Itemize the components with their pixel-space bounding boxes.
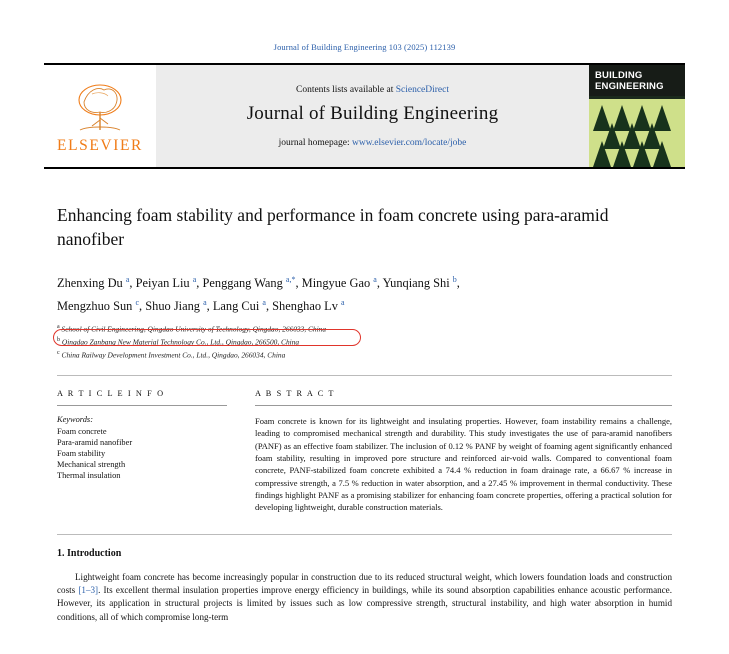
journal-title: Journal of Building Engineering [246, 102, 499, 124]
homepage-line [279, 138, 467, 148]
intro-text-part2: . Its excellent thermal insulation properties improve energy efficiency in buildings, while its sound absorption capabilities enhance acoustic performance. However, its application in structural projects is limited by issues such as low compressive strength, structural instability, and high water absorption in humid conditions, all of which compromise long-term [57, 584, 672, 622]
elsevier-tree-icon [70, 80, 130, 136]
abstract-underline [255, 405, 672, 406]
affiliation-b-text: Qingdao Zanbang New Material Technology Co., Ltd., Qingdao, 266500, China [61, 337, 300, 347]
journal-masthead [44, 63, 685, 169]
affiliation-a-text: School of Civil Engineering, Qingdao University of Technology, Qingdao, 266033, China [61, 324, 327, 334]
journal-reference: Journal of Building Engineering 103 (2025) 112139 [273, 42, 456, 52]
title-block [57, 203, 672, 251]
introduction-heading: 1. Introduction [57, 547, 122, 559]
homepage-prefix: journal homepage: [278, 137, 352, 148]
cover-artwork [589, 99, 685, 167]
affiliation-c-text: China Railway Development Investment Co., Ltd., Qingdao, 266034, China [61, 350, 286, 360]
abstract-heading: A B S T R A C T [255, 389, 336, 399]
keyword-item: Para-aramid nanofiber [57, 438, 133, 448]
journal-cover-thumbnail [589, 65, 685, 167]
masthead-center [156, 65, 589, 167]
contents-prefix: Contents lists available at [295, 84, 396, 95]
sciencedirect-link[interactable]: ScienceDirect [395, 84, 449, 95]
page-title: Enhancing foam stability and performance in foam concrete using para-aramid nanofiber [57, 205, 609, 249]
cover-title [589, 65, 685, 96]
publisher-logo [44, 65, 156, 167]
affiliation-b: $^b$ Qingdao Zanbang New Material Technology Co., Ltd., Qingdao, 266500, China [57, 337, 300, 347]
affiliation-a: $^a$ School of Civil Engineering, Qingdao University of Technology, Qingdao, 266033, China [57, 324, 327, 334]
abstract-column [255, 389, 672, 513]
keyword-item: Thermal insulation [57, 471, 121, 481]
affiliation-c: $^c$ China Railway Development Investment Co., Ltd., Qingdao, 266034, China [57, 350, 286, 360]
author-list [57, 270, 672, 316]
keyword-item: Foam concrete [57, 427, 107, 437]
contents-line [296, 85, 449, 95]
article-info-underline [57, 405, 227, 406]
article-info-heading: A R T I C L E I N F O [57, 389, 165, 399]
introduction-paragraph [57, 571, 672, 625]
keywords-label: Keywords: [57, 415, 93, 425]
author-line-1: Zhenxing Du $^a$, Peiyan Liu $^a$, Penggang Wang $^{a,*}$, Mingyue Gao $^a$, Yunqiang Shi $^b$, [57, 275, 460, 291]
affiliation-list [57, 322, 672, 361]
homepage-link[interactable]: www.elsevier.com/locate/jobe [351, 137, 467, 148]
divider-bottom [57, 534, 672, 535]
cover-title-line1: BUILDING [595, 70, 643, 81]
intro-text-part1: Lightweight foam concrete has become increasingly popular in construction due to its reduced structural weight, which lowers foundation loads and construction costs [57, 571, 672, 595]
abstract-text: Foam concrete is known for its lightweight and insulating properties. However, foam instability remains a challenge, leading to compromised mechanical strength and durability. This study investigates the use of para-aramid nanofibers (PANF) as an effective foam stabilizer. The inclusion of 0.12 % PANF by weight of foaming agent significantly enhanced foam stability, resulting in improved pore structure and reinforced air-void walls. Compared to conventional foam concrete, PANF-stabilized foam concrete exhibited a 74.4 % reduction in foam drainage rate, a 66.67 % increase in compressive strength, a 7.5 % reduction in water absorption, and a 27.45 % improvement in thermal conductivity. These findings highlight PANF as a promising stabilizer for enhancing foam concrete properties, offering a practical solution for developing lightweight, durable construction materials. [255, 416, 672, 513]
keyword-item: Mechanical strength [57, 460, 126, 470]
cover-title-line2: ENGINEERING [595, 81, 664, 92]
divider-top [57, 375, 672, 376]
citation-link[interactable]: [1–3] [78, 584, 99, 595]
article-info-column [57, 389, 227, 513]
author-line-2: Mengzhuo Sun $^c$, Shuo Jiang $^a$, Lang Cui $^a$, Shenghao Lv $^a$ [57, 298, 345, 314]
keyword-item: Foam stability [57, 449, 106, 459]
elsevier-wordmark: ELSEVIER [57, 136, 143, 154]
info-abstract-row [57, 389, 672, 513]
